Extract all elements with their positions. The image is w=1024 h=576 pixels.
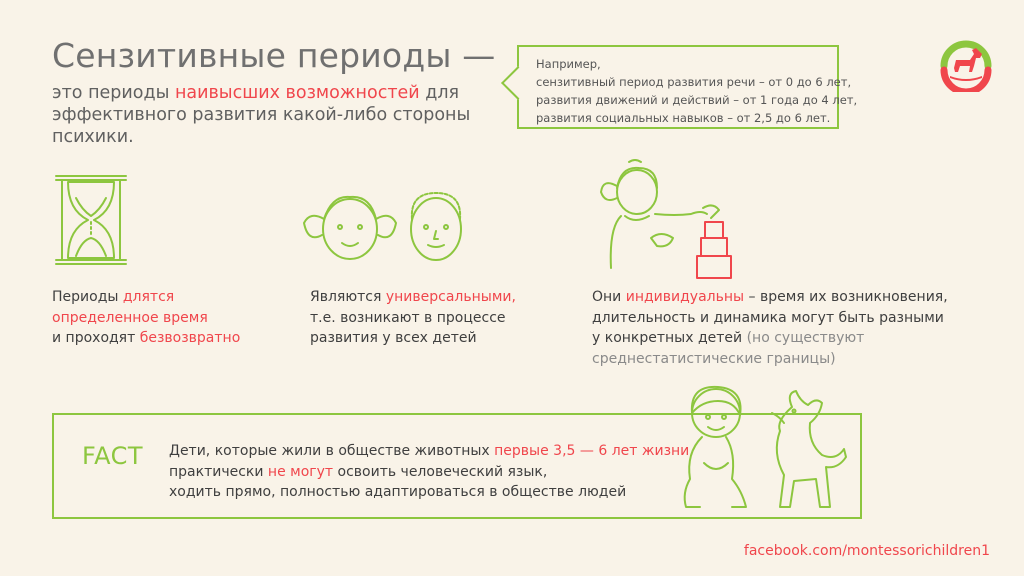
hourglass-icon — [52, 170, 130, 270]
example-line: развития социальных навыков – от 2,5 до 6 лет. — [536, 111, 831, 125]
text: и проходят — [52, 330, 140, 346]
facebook-link[interactable]: facebook.com/montessorichildren1 — [743, 543, 990, 559]
text: Они — [592, 289, 626, 305]
fact-text — [169, 441, 694, 503]
subtitle-highlight: наивысших возможностей — [174, 83, 420, 103]
example-line: развития движений и действий – от 1 года до 4 лет, — [536, 93, 858, 107]
text: развития у всех детей — [310, 330, 477, 346]
page-title: Сензитивные периоды — — [52, 36, 496, 75]
example-callout — [517, 45, 858, 129]
page-subtitle — [52, 82, 472, 148]
callout-pointer — [501, 66, 535, 100]
two-children-faces-icon — [298, 183, 478, 273]
text: практически — [169, 463, 268, 480]
subtitle-text: это периоды — [52, 83, 175, 103]
highlight: не могут — [267, 463, 334, 480]
muted-text: (но существуют — [742, 330, 865, 346]
text: т.е. возникают в процессе — [310, 309, 506, 326]
highlight: первые 3,5 — 6 лет жизни, — [494, 443, 694, 459]
text: Периоды — [52, 289, 123, 305]
fact-label: FACT — [82, 442, 144, 470]
highlight: универсальными, — [385, 289, 516, 305]
example-line: сензитивный период развития речи – от 0 до 6 лет, — [536, 75, 852, 89]
highlight: индивидуальны — [625, 289, 745, 305]
logo-rocking-horse-icon — [936, 32, 996, 92]
individual-description — [592, 287, 992, 369]
text: ходить прямо, полностью адаптироваться в обществе людей — [169, 484, 627, 500]
text: длительность и динамика могут быть разными — [592, 309, 944, 326]
text: – время их возникновения, — [744, 289, 948, 305]
child-with-blocks-icon — [595, 158, 755, 280]
text: у конкретных детей — [592, 330, 743, 346]
periods-description — [52, 287, 272, 349]
muted-text: среднестатистические границы) — [592, 350, 836, 367]
text: освоить человеческий язык, — [333, 463, 548, 480]
text: Являются — [310, 289, 386, 305]
subtitle-text-end: для эффективного развития какой-либо стороны психики. — [52, 83, 471, 147]
highlight: определенное время — [52, 309, 208, 326]
child-and-dog-icon — [676, 383, 856, 515]
example-heading: Например, — [536, 57, 601, 71]
universal-description — [310, 287, 550, 349]
highlight: длятся — [122, 289, 175, 305]
text: Дети, которые жили в обществе животных — [169, 443, 495, 459]
highlight: безвозвратно — [139, 330, 241, 346]
